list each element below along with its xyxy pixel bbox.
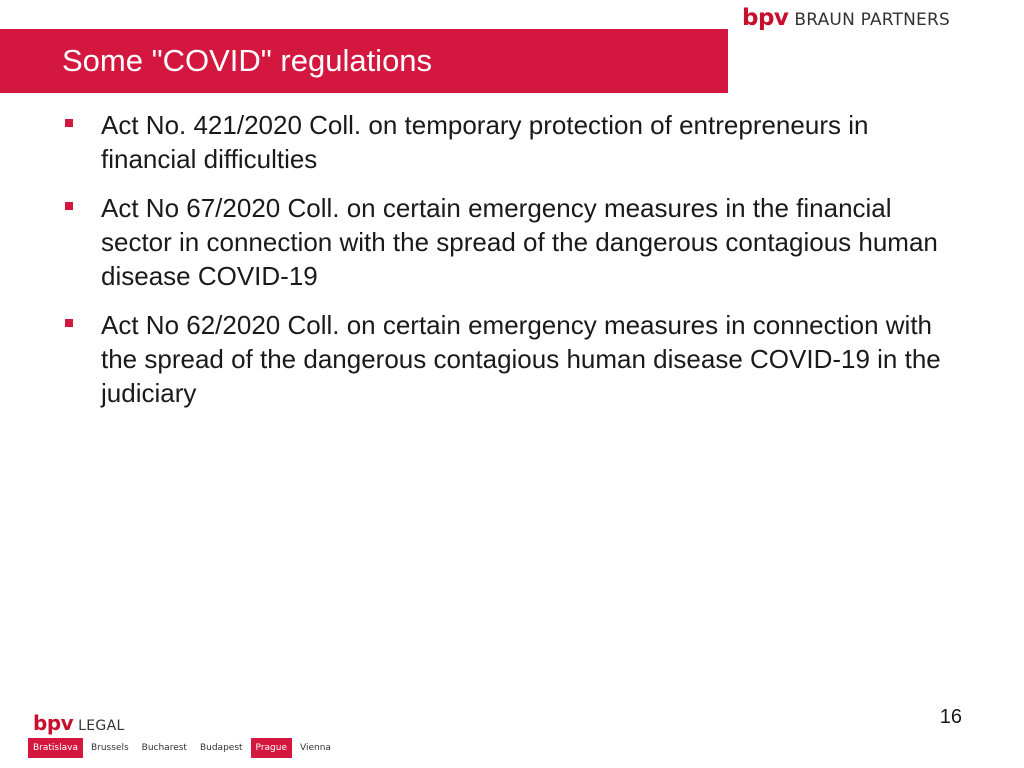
bullet-text: Act No. 421/2020 Coll. on temporary protection of entrepreneurs in financial difficulties	[101, 110, 869, 174]
city-vienna: Vienna	[300, 743, 331, 753]
city-budapest: Budapest	[199, 743, 243, 753]
city-bratislava: Bratislava	[28, 738, 83, 758]
square-bullet-icon	[65, 202, 73, 210]
logo-mark: bpv	[741, 5, 789, 31]
bullet-text: Act No 67/2020 Coll. on certain emergency measures in the financial sector in connection with the spread of the dangerous contagious human disease COVID-19	[101, 193, 938, 291]
square-bullet-icon	[65, 319, 73, 327]
bullet-list	[62, 108, 962, 425]
square-bullet-icon	[65, 119, 73, 127]
logo-name: BRAUN PARTNERS	[794, 10, 950, 30]
braun-partners-logo	[742, 5, 950, 29]
bullet-item	[62, 191, 962, 293]
bullet-text: Act No 62/2020 Coll. on certain emergency measures in connection with the spread of the dangerous contagious human disease COVID-19 in the judiciary	[101, 310, 941, 408]
bullet-item	[62, 308, 962, 410]
city-bucharest: Bucharest	[141, 743, 187, 753]
slide-title: Some "COVID" regulations	[62, 43, 433, 78]
city-brussels: Brussels	[90, 743, 129, 753]
bullet-item	[62, 108, 962, 176]
title-bar	[0, 29, 728, 93]
logo-mark: bpv	[33, 711, 74, 735]
office-cities	[28, 738, 339, 758]
bpv-legal-logo	[33, 711, 125, 735]
page-number: 16	[939, 706, 962, 728]
logo-name: LEGAL	[78, 718, 125, 734]
city-prague: Prague	[251, 738, 292, 758]
